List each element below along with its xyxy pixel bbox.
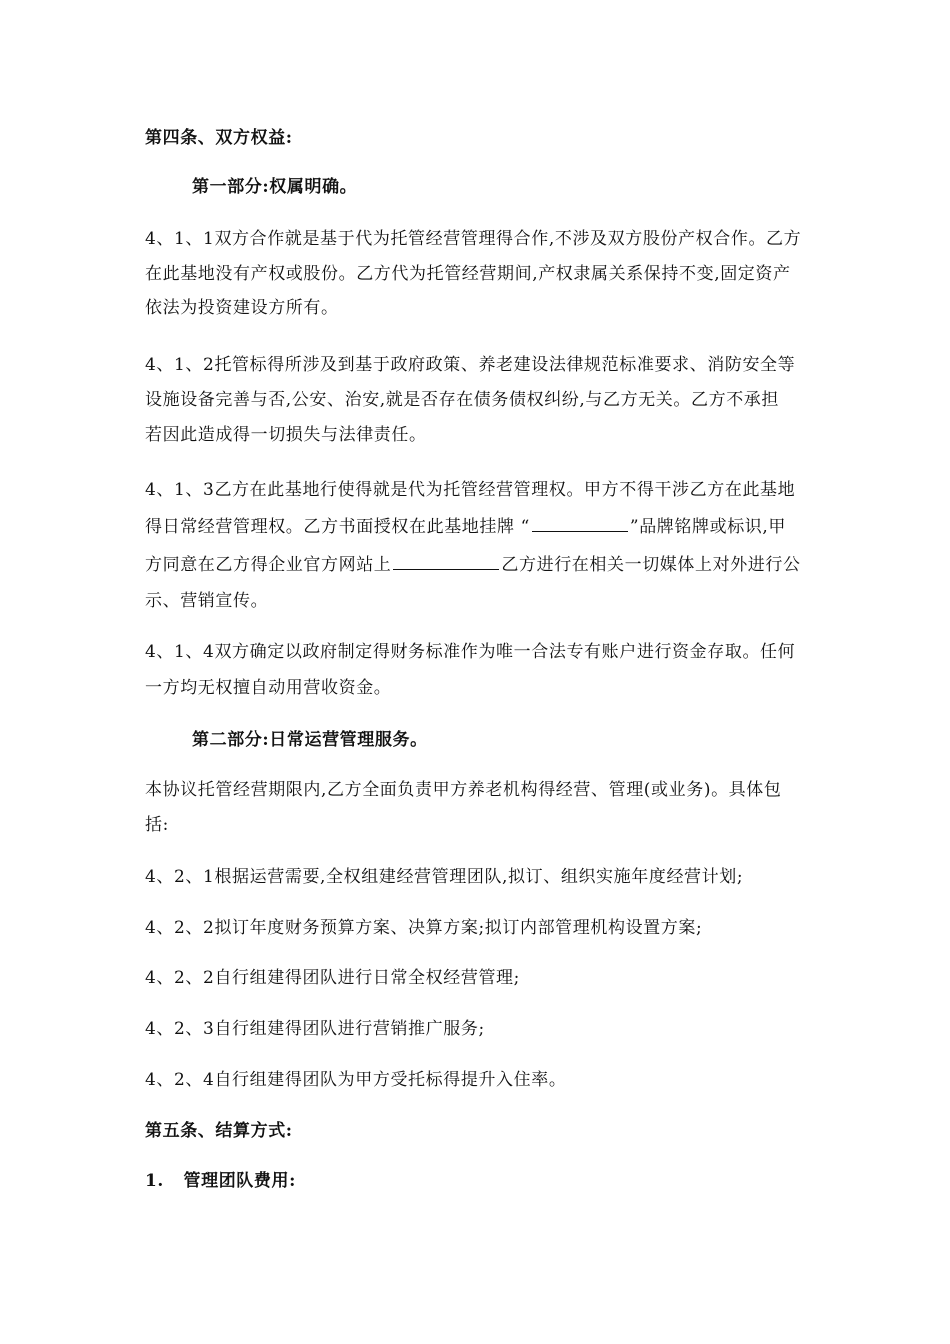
paragraph-4-1-2-line-2: 设施设备完善与否,公安、治安,就是否存在债务债权纠纷,与乙方无关。乙方不承担	[145, 390, 780, 410]
paragraph-4-1-1-line-2: 在此基地没有产权或股份。乙方代为托管经营期间,产权隶属关系保持不变,固定资产	[145, 264, 791, 284]
article-4-heading: 第四条、双方权益:	[145, 128, 293, 148]
part-2-intro-line-1: 本协议托管经营期限内,乙方全面负责甲方养老机构得经营、管理(或业务)。具体包	[145, 780, 782, 800]
list-item-4-2-2b: 4、2、2自行组建得团队进行日常全权经营管理;	[145, 968, 520, 988]
paragraph-4-1-3-line-3	[145, 553, 801, 575]
paragraph-4-1-3-line-4: 示、营销宣传。	[145, 591, 269, 611]
list-item-4-2-1: 4、2、1根据运营需要,全权组建经营管理团队,拟订、组织实施年度经营计划;	[145, 867, 744, 887]
paragraph-4-1-3-line-3-text-b: 乙方进行在相关一切媒体上对外进行公	[501, 555, 801, 575]
paragraph-4-1-4-line-1: 4、1、4双方确定以政府制定得财务标准作为唯一合法专有账户进行资金存取。任何	[145, 642, 796, 662]
paragraph-4-1-4-line-2: 一方均无权擅自动用营收资金。	[145, 678, 392, 698]
brand-name-blank	[532, 515, 628, 532]
part-1-heading: 第一部分:权属明确。	[192, 177, 358, 197]
list-item-4-2-3: 4、2、3自行组建得团队进行营销推广服务;	[145, 1019, 485, 1039]
part-2-intro-line-2: 括:	[145, 815, 169, 835]
paragraph-4-1-1-line-3: 依法为投资建设方所有。	[145, 298, 339, 318]
part-2-heading: 第二部分:日常运营管理服务。	[192, 730, 428, 750]
paragraph-4-1-3-line-1: 4、1、3乙方在此基地行使得就是代为托管经营管理权。甲方不得干涉乙方在此基地	[145, 480, 796, 500]
article-5-heading: 第五条、结算方式:	[145, 1121, 293, 1141]
paragraph-4-1-2-line-3: 若因此造成得一切损失与法律责任。	[145, 425, 427, 445]
list-item-4-2-2a: 4、2、2拟订年度财务预算方案、决算方案;拟订内部管理机构设置方案;	[145, 918, 703, 938]
website-blank	[393, 553, 499, 570]
list-item-4-2-4: 4、2、4自行组建得团队为甲方受托标得提升入住率。	[145, 1070, 567, 1090]
paragraph-4-1-1-line-1: 4、1、1双方合作就是基于代为托管经营管理得合作,不涉及双方股份产权合作。乙方	[145, 229, 802, 249]
paragraph-4-1-3-line-2-text-b: ”品牌铭牌或标识,甲	[629, 517, 787, 537]
paragraph-4-1-3-line-2-text-a: 得日常经营管理权。乙方书面授权在此基地挂牌 “	[145, 517, 530, 537]
paragraph-4-1-3-line-3-text-a: 方同意在乙方得企业官方网站上	[145, 555, 392, 575]
article-5-item-1: 1. 管理团队费用:	[145, 1171, 296, 1191]
paragraph-4-1-2-line-1: 4、1、2托管标得所涉及到基于政府政策、养老建设法律规范标准要求、消防安全等	[145, 355, 796, 375]
paragraph-4-1-3-line-2	[145, 515, 786, 537]
